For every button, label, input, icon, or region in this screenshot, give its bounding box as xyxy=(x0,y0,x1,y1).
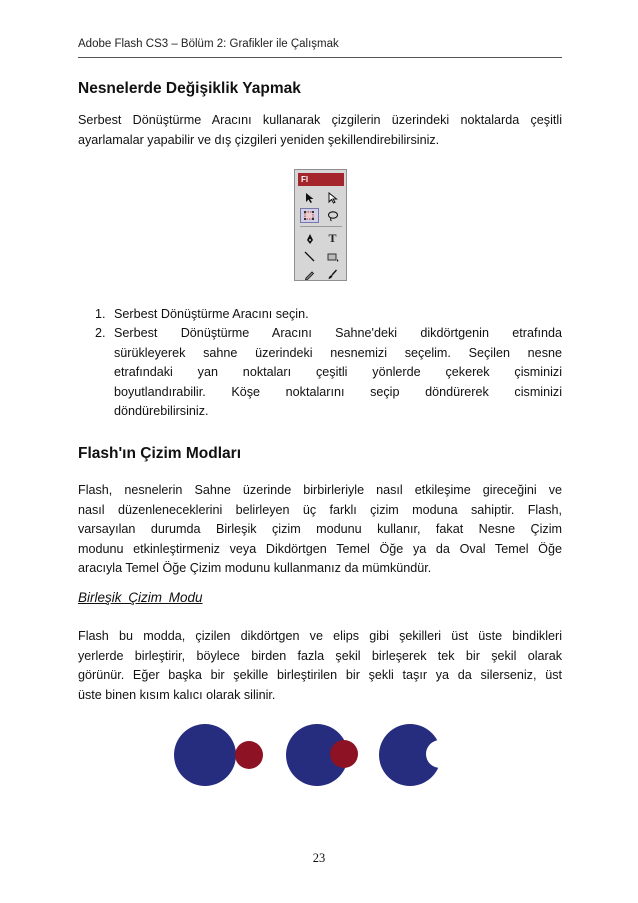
body-line: Flash bu modda, çizilen dikdörtgen ve elips gibi şekilleri üst üste bindikleri xyxy=(78,629,562,643)
tools-panel xyxy=(294,169,347,281)
tools-separator xyxy=(300,226,342,227)
drawing-modes-paragraph xyxy=(78,481,562,579)
step-line: sürükleyerek sahne üzerindeki nesnemizi seçelim. Seçilen nesne xyxy=(114,345,562,360)
header-rule xyxy=(78,57,562,58)
step-line: boyutlandırabilir. Köşe noktalarını seçip döndürerek cisminizi xyxy=(114,384,562,399)
text-icon[interactable]: T xyxy=(328,231,337,245)
merge-mode-paragraph xyxy=(78,627,562,705)
tools-panel-title: Fl xyxy=(298,173,344,186)
list-item xyxy=(95,305,562,324)
body-line: varsayılan durumda Birleşik çizim modunu kullanır, fakat Nesne Çizim xyxy=(78,522,562,537)
subselection-arrow-icon[interactable] xyxy=(323,190,342,205)
running-header: Adobe Flash CS3 – Bölüm 2: Grafikler ile Çalışmak xyxy=(78,38,339,50)
red-circle-merged xyxy=(330,740,358,768)
list-number: 2. xyxy=(95,326,106,341)
free-transform-icon[interactable] xyxy=(300,208,319,223)
body-line: nasıl düzenleneceklerini belirleyen üç farklı çizim moduna sahiptir. Flash, xyxy=(78,502,562,517)
intro-paragraph xyxy=(78,111,562,150)
steps-list xyxy=(95,305,562,421)
line-icon[interactable] xyxy=(300,249,319,264)
brush-icon[interactable] xyxy=(323,267,342,282)
section-heading-drawing-modes: Flash'ın Çizim Modları xyxy=(78,445,242,462)
page-number: 23 xyxy=(312,851,326,865)
rectangle-icon[interactable] xyxy=(323,249,342,264)
lasso-icon[interactable] xyxy=(323,208,342,223)
blue-circle-separate xyxy=(174,724,236,786)
merge-mode-figure xyxy=(170,720,470,792)
pencil-icon[interactable] xyxy=(300,267,319,282)
intro-line: Serbest Dönüştürme Aracını kullanarak çizgilerin üzerindeki noktalarda çeşitli xyxy=(78,113,562,127)
step-line: Serbest Dönüştürme Aracını seçin. xyxy=(114,307,309,321)
cutout-hole xyxy=(426,740,454,768)
subheading-merge-mode: Birleşik Çizim Modu xyxy=(78,590,203,605)
step-line: etrafındaki yan noktaları çeşitli yönlerde çekerek çisminizi xyxy=(114,365,562,380)
step-line: Serbest Dönüştürme Aracını Sahne'deki dikdörtgenin etrafında xyxy=(114,326,562,341)
body-line: aracıyla Temel Öğe Çizim modunu kullanmanız da mümkündür. xyxy=(78,561,432,576)
pen-icon[interactable] xyxy=(300,231,319,246)
red-circle-separate xyxy=(235,741,263,769)
selection-arrow-icon[interactable] xyxy=(300,190,319,205)
step-line: döndürebilirsiniz. xyxy=(114,404,209,419)
intro-line: ayarlamalar yapabilir ve dış çizgileri yeniden şekillendirebilirsiniz. xyxy=(78,132,440,147)
section-heading-modifying-objects: Nesnelerde Değişiklik Yapmak xyxy=(78,80,301,97)
body-line: görünür. Eğer başka bir şekille birleştirilen bir şekli taşır ya da silerseniz, üst xyxy=(78,668,562,683)
body-line: Flash, nesnelerin Sahne üzerinde birbirleriyle nasıl etkileşime gireceğini ve xyxy=(78,483,562,497)
body-line: üste binen kısım kalıcı olarak silinir. xyxy=(78,687,276,702)
body-line: yerlerde birleştirir, böylece birden fazla şekil birleşerek tek bir şekil olarak xyxy=(78,648,562,663)
body-line: modunu etkinleştirmeniz veya Dikdörtgen Temel Öğe ya da Oval Temel Öğe xyxy=(78,541,562,556)
list-number: 1. xyxy=(95,307,106,321)
list-item xyxy=(95,324,562,421)
